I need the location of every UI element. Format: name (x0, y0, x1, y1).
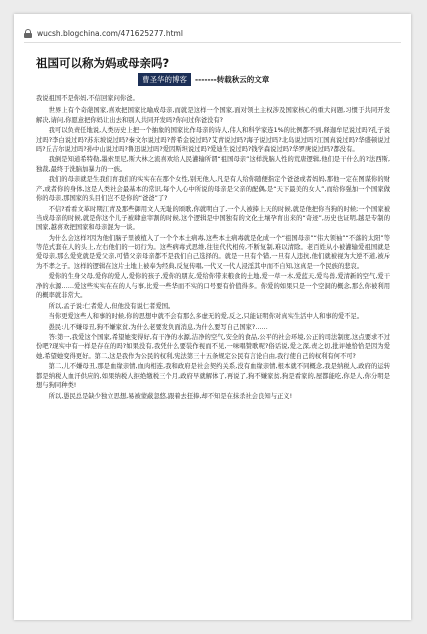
paragraph: 我可以负责任地说,人类历史上把一个抽象的国家比作母亲的诗人,伟人和科学家连1%的比例都不到,释迦牟尼说过吗?孔子说过吗?李白说过吗?苏东坡说过吗?秦文尔说过吗?普希金说过吗?艾青说过吗?海子说过吗?北岛说过吗?江国真说过吗?华盛顿说过吗?丘吉尔说过吗?孙中山说过吗?鲁迅说过吗?爱因斯坦说过吗?爱迪生说过吗?钱学森说过吗?华罗庚说过吗?都没有。 (36, 127, 390, 153)
paragraph: 第二,儿不嫌母丑,那是血缘亲情,血肉相连,我和政府是社会契约关系,没有血缘亲情,根本就不同概念,我是纳税人,政府的运转都是纳税人血汗供应的,如果纳税人拒绝缴税三个月,政府早就解体了,再说了,狗不嫌家贫,狗是看家的,屋都能吃,你是人,你分明是想与狗同种类! (36, 363, 390, 390)
paragraph: 世界上有个奇葩国家,喜欢把国家比喻成母亲,而就是这样一个国家,面对领土主权涉及国家核心的重大问题,习惯于共同开发解决,请问,你愿意把你妈让出去和别人共同开发吗?你问过你爸没有? (36, 107, 390, 124)
paragraph: 答:第一,我爱这个国家,希望她变得好,有干净的水源,洁净的空气,安全的食品,公平的社会环境,公正的司法制度,这点要求不过份吧?现实中有一样是存在的吗?如果没有,我凭什么要装作视而不见,一味唱赞歌呢?俗话说,爱之深,责之切,批评她恰恰是因为爱她,希望她变得更好。第二,这是我作为公民的权利,宪法第三十五条规定公民有言论自由,我行使自己的权利有何不可? (36, 334, 390, 360)
paragraph: 为什么会这样?因为他们脑子里被植入了一个个本土病毒,这些本土病毒就是化成一个“祖国母亲”“伟大领袖”“不落的太阳”等等范式套在人的头上,左右他们的一切行为。这些病毒式思维,往往代代相传,不断复制,难以清除。老百姓从小被灌输爱祖国就是爱母亲,那么爱党就是爱父亲,可惜父亲母亲都不是我们自己选择的。就是一旦有个错,一旦有人违抗,他们就被视为大逆不道,被斥为不孝之子。这样的逻辑在这片土地上被奉为经典,反复传唱,一代又一代人浸淫其中而不自知,这真是一个民族的悲哀。 (36, 234, 390, 270)
blog-tag[interactable]: 曹圣华的博客 (138, 73, 191, 86)
paragraph: 愚民:儿不嫌母丑,狗不嫌家贫,为什么老要发负面消息,为什么要写自己国家?…… (48, 323, 268, 331)
paragraph: 我说祖国不是你妈,不信回家问你爸。 (36, 95, 139, 102)
paragraph: 我倒是知道希特勒,墨索里尼,斯大林之流喜欢给人民灌输所谓“祖国母亲”这样洗脑人性的荒唐逻辑,他们是干什么的?法西斯,独裁,最终于洗脑加暴力的一族。 (36, 156, 390, 173)
source-note: -------转载秋云的文章 (195, 75, 270, 84)
paragraph: 不信?看看文革时期江青及那些御用文人无耻的颂歌,你就明白了,一个人被捧上天的时候,就是他把你当狗的时候;一个国家被当成母亲的时候,就是你这个儿子被肆意宰割的时候,这个逻辑是中国独有的文化土壤孕育出来的“奇迹”,历史也证明,越是专制的国家,越喜欢把国家和母亲混为一谈。 (36, 205, 390, 232)
url-bar[interactable] (24, 24, 401, 43)
document-page (14, 14, 411, 620)
article-byline (138, 73, 269, 86)
url-text: wucsh.blogchina.com/471625277.html (37, 28, 183, 38)
lock-icon (24, 29, 32, 38)
paragraph: 所以,孟子说:仁者爱人,但他没有说仁者爱国。 (48, 302, 175, 310)
paragraph: 爱你的生身父母,爱你的爱人,爱你的孩子,爱你的朋友,爱给你带来粮食的土地,爱一草一木,爱蓝天,爱鸟兽,爱清新的空气,爱干净的水源……爱这些实实在在的人与事,比爱一些华而不实的口号要有价值得多。你爱的如果只是一个空洞的概念,那么你被利用的概率就非常大。 (36, 273, 390, 299)
paragraph: 所以,愚民总是缺少独立思想,易被蒙蔽忽悠,跟着去狂捧,却不知是在抹杀社会良知与正义! (48, 392, 293, 400)
paragraph: 当你更爱这些人和事的时候,你的思想中就不会有那么多虚无的爱,反之,只能证明你对真实生活中人和事的爱不足。 (48, 313, 364, 321)
article-body (36, 94, 390, 402)
article-title: 祖国可以称为妈或母亲吗? (36, 56, 170, 70)
paragraph: 我们的母亲就是生我们育我们的实实在在那个女性,别无他人,凡是有人给你随便指定个爸爸或者妈妈,那他一定在图谋你的财产,或者你的身体,这是人类社会最基本的常识,每个人心中所说的母亲是父亲的配偶,是“天下最美的女人”,而给你强加一个国家做你的母亲,那国家的头目们岂不是你的“爸爸”了? (36, 176, 390, 202)
